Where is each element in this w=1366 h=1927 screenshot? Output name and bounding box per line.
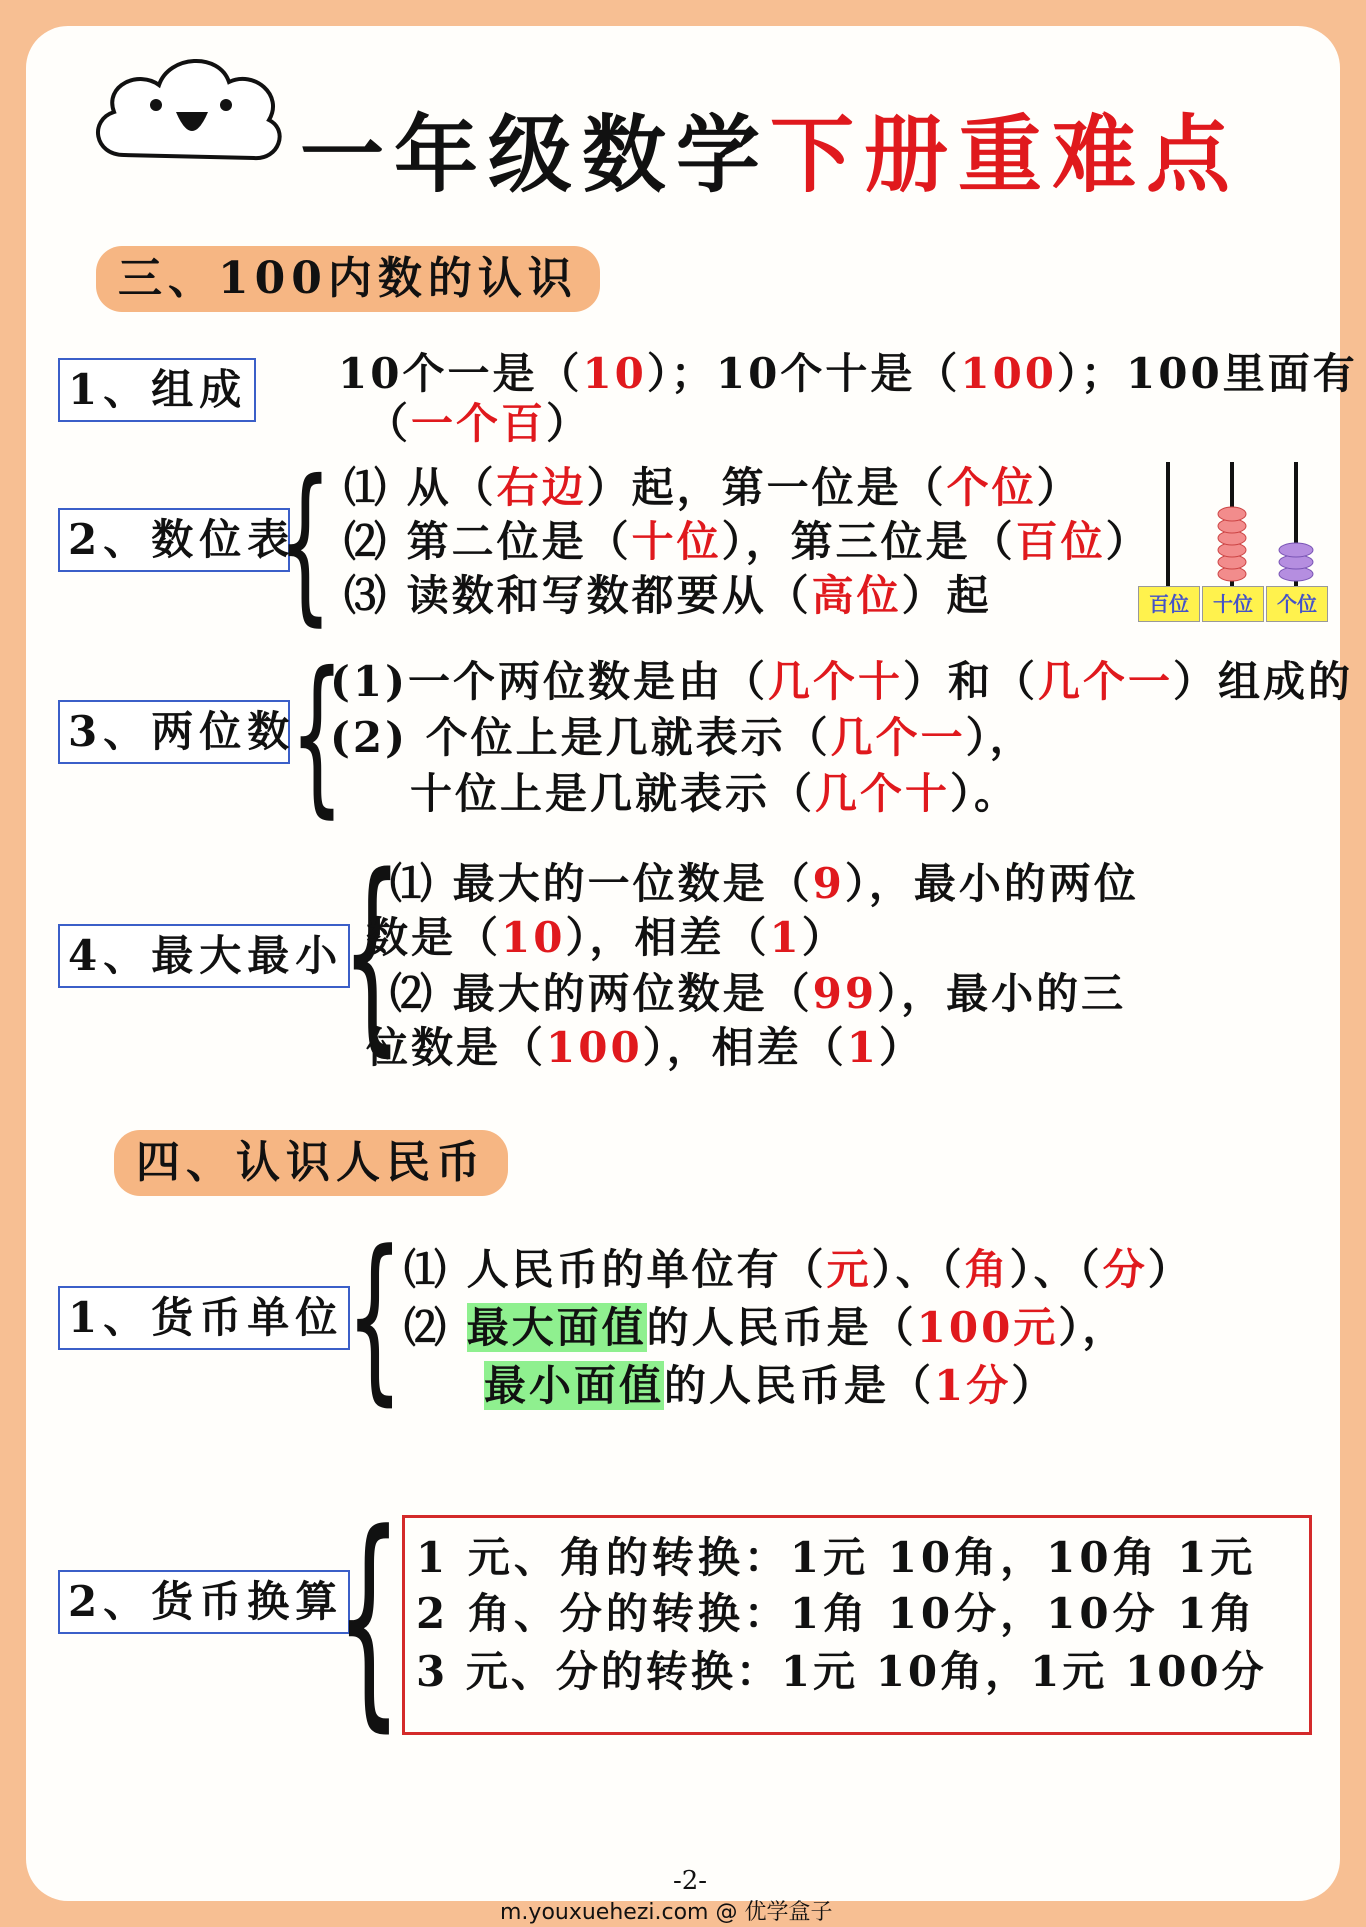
section-heading-4: 四、认识人民币 bbox=[114, 1130, 508, 1196]
max-min-line-4: 位数是（100），相差（1） bbox=[366, 1023, 924, 1072]
title-black-part: 一年级数学 bbox=[300, 106, 771, 204]
page-title bbox=[300, 88, 1240, 209]
composition-line-2: （一个百） bbox=[366, 399, 592, 448]
max-min-line-2: 数是（10），相差（1） bbox=[366, 913, 847, 962]
label-currency-conversion: 2、货币换算 bbox=[58, 1570, 350, 1634]
abacus-label-tens: 十位 bbox=[1202, 586, 1264, 622]
currency-units-line-3: 最小面值的人民币是（1分） bbox=[484, 1361, 1057, 1410]
brace-icon: { bbox=[342, 830, 403, 1075]
conversion-line-3: 3 元、分的转换：1元 10角，1元 100分 bbox=[416, 1647, 1267, 1696]
max-min-line-1: ⑴ 最大的一位数是（9），最小的两位 bbox=[390, 859, 1139, 908]
site-watermark: m.youxuehezi.com @ 优学盒子 bbox=[500, 1900, 833, 1925]
composition-line-1: 10个一是（10）；10个十是（100）；100里面有 bbox=[338, 349, 1358, 398]
two-digit-line-2: (2) 个位上是几就表示（几个一）， bbox=[330, 713, 1035, 762]
brace-icon: { bbox=[336, 1485, 402, 1752]
place-value-line-3: ⑶ 读数和写数都要从（高位）起 bbox=[344, 571, 992, 620]
abacus-label-ones: 个位 bbox=[1266, 586, 1328, 622]
cloud-mascot-icon bbox=[84, 40, 294, 180]
label-place-value-table: 2、数位表 bbox=[58, 508, 290, 572]
conversion-line-1: 1 元、角的转换：1元 10角，10角 1元 bbox=[416, 1533, 1257, 1582]
two-digit-line-3: 十位上是几就表示（几个十）。 bbox=[410, 769, 1020, 818]
place-value-line-1: ⑴ 从（右边）起，第一位是（个位） bbox=[344, 463, 1082, 512]
conversion-line-2: 2 角、分的转换：1角 10分，10分 1角 bbox=[416, 1589, 1257, 1638]
place-value-line-2: ⑵ 第二位是（十位），第三位是（百位） bbox=[344, 517, 1151, 566]
brace-icon: { bbox=[346, 1213, 404, 1422]
page-number: -2- bbox=[672, 1866, 708, 1896]
label-two-digit-number: 3、两位数 bbox=[58, 700, 290, 764]
abacus-label-hundreds: 百位 bbox=[1138, 586, 1200, 622]
brace-icon: { bbox=[278, 444, 333, 642]
highlight-min-denomination: 最小面值 bbox=[484, 1361, 665, 1410]
title-red-part: 下册重难点 bbox=[770, 106, 1241, 204]
currency-units-line-2: ⑵ 最大面值的人民币是（100元）， bbox=[404, 1303, 1128, 1352]
two-digit-line-1: (1)一个两位数是由（几个十）和（几个一）组成的 bbox=[330, 657, 1354, 706]
abacus-icon bbox=[1136, 458, 1336, 588]
section-heading-3: 三、100内数的认识 bbox=[96, 246, 600, 312]
label-composition: 1、组成 bbox=[58, 358, 256, 422]
label-currency-units: 1、货币单位 bbox=[58, 1286, 350, 1350]
brace-icon: { bbox=[290, 636, 345, 834]
max-min-line-3: ⑵ 最大的两位数是（99），最小的三 bbox=[390, 969, 1127, 1018]
currency-units-line-1: ⑴ 人民币的单位有（元）、（角）、（分） bbox=[404, 1245, 1193, 1294]
highlight-max-denomination: 最大面值 bbox=[466, 1303, 647, 1352]
label-max-min: 4、最大最小 bbox=[58, 924, 350, 988]
